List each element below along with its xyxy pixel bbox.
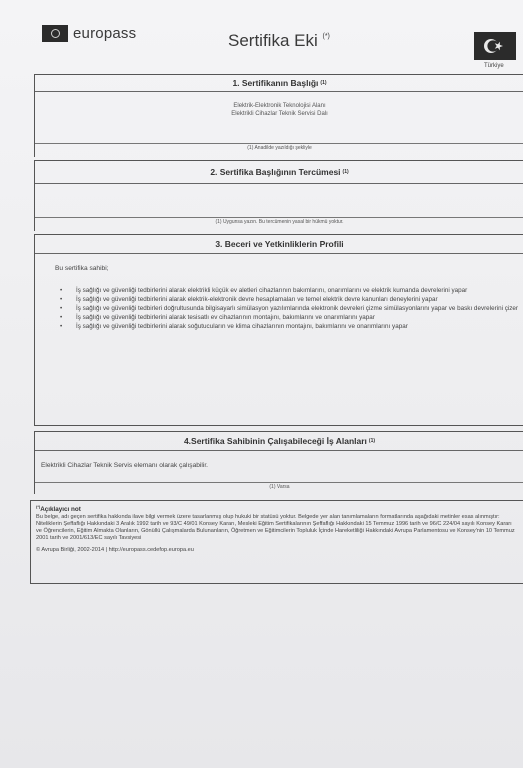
section3-heading bbox=[35, 235, 523, 254]
list-item: • İş sağlığı ve güvenliği tedbirleri doğrultusunda bilgisayarlı simülasyon yazılımlarında elektronik devreleri çizme simülasyonlarını yapar ve baskı devrelerini çizer bbox=[60, 305, 519, 312]
list-item: • İş sağlığı ve güvenliği tedbirlerini alarak elektrikli küçük ev aletleri cihazlarının bakımlarını, onarımlarını ve elektrik kumanda devrelerini yapar bbox=[60, 287, 468, 294]
section2-note-mark: (1) bbox=[342, 169, 349, 175]
section-title-translation bbox=[34, 160, 523, 231]
section1-note-mark: (1) bbox=[320, 80, 327, 86]
section-skills-profile bbox=[34, 234, 523, 426]
section4-heading-text: 4.Sertifika Sahibinin Çalışabileceği İş Alanları bbox=[183, 436, 367, 446]
section-occupations bbox=[34, 431, 523, 494]
note-title bbox=[36, 504, 519, 513]
section4-heading bbox=[35, 432, 523, 451]
note-title-mark: (*) bbox=[36, 504, 41, 509]
document-title-text: Sertifika Eki bbox=[228, 31, 318, 50]
document-title bbox=[228, 31, 330, 51]
section1-line-2: Elektrikli Cihazlar Teknik Servisi Dalı bbox=[231, 111, 328, 117]
section4-footnote: (1) Varsa bbox=[35, 482, 523, 490]
section1-heading bbox=[35, 75, 523, 92]
section1-footnote: (1) Anadilde yazıldığı şekliyle bbox=[35, 143, 523, 151]
section2-heading bbox=[35, 161, 523, 184]
note-body: Bu belge, adı geçen sertifika hakkında ilave bilgi vermek üzere tasarlanmış olup hukuki bir statüsü yoktur. Belgede yer alan tanımlamaların formatlarında aşağıdaki metinler esas alınmıştır: Niteliklerin Şeffaflığı Hakkındaki 3 Aralık 1992 tarih ve 93/C 49/01 Konsey Kararı, Mesleki Eğitim Sertifikalarının Şeffaflığı Hakkındaki 15 Temmuz 1996 tarih ve 96/C 224/04 sayılı Konsey Kararı ve Öğrencilerin, Eğitim Almakta Olanların, Gönüllü Çalışmalarda Bulunanların, Öğretmen ve Eğitimcilerin Topluluk İçinde Hareketliliği Hakkındaki Avrupa Parlamentosu ve Konsey'nin 10 Temmuz 2001 tarih ve 2001/613/EC sayılı Tavsiyesi bbox=[36, 514, 515, 542]
section4-text: Elektrikli Cihazlar Teknik Servis elemanı olarak çalışabilir. bbox=[41, 462, 208, 469]
section2-heading-text: 2. Sertifika Başlığının Tercümesi bbox=[210, 167, 341, 177]
section1-heading-text: 1. Sertifikanın Başlığı bbox=[232, 78, 319, 88]
document-title-note: (*) bbox=[322, 33, 330, 40]
note-title-text: Açıklayıcı not bbox=[40, 506, 81, 514]
country-label: Türkiye bbox=[484, 63, 504, 69]
section1-content bbox=[35, 102, 523, 118]
skills-list bbox=[57, 287, 523, 332]
list-item: • İş sağlığı ve güvenliği tedbirlerini alarak soğutucuların ve klima cihazlarının montajını, bakımlarını ve onarımlarını yapar bbox=[60, 323, 408, 330]
list-item: • İş sağlığı ve güvenliği tedbirlerini alarak tesisatlı ev cihazlarının montajını, bakımlarını ve onarımlarını yapar bbox=[60, 314, 375, 321]
section1-line-1: Elektrik-Elektronik Teknolojisi Alanı bbox=[233, 103, 326, 109]
section2-footnote: (1) Uygunsa yazın. Bu tercümenin yasal bir hükmü yoktur. bbox=[35, 217, 523, 225]
europass-logo bbox=[42, 25, 136, 42]
list-item: • İş sağlığı ve güvenliği tedbirlerini alarak elektrik-elektronik devre hesaplamaları ve temel elektrik devre kanunları deneylerini yapar bbox=[60, 296, 438, 303]
section3-intro: Bu sertifika sahibi; bbox=[55, 265, 109, 272]
europass-logo-mark bbox=[42, 25, 68, 42]
copyright-footer: © Avrupa Birliği, 2002-2014 | http://europass.cedefop.europa.eu bbox=[36, 547, 194, 554]
logo-text: europass bbox=[73, 25, 137, 42]
section3-heading-text: 3. Beceri ve Yetkinliklerin Profili bbox=[215, 239, 344, 249]
section-certificate-title bbox=[34, 74, 523, 157]
section4-note-mark: (1) bbox=[368, 438, 376, 444]
explanatory-note bbox=[30, 500, 523, 584]
turkey-flag-icon bbox=[474, 32, 516, 60]
